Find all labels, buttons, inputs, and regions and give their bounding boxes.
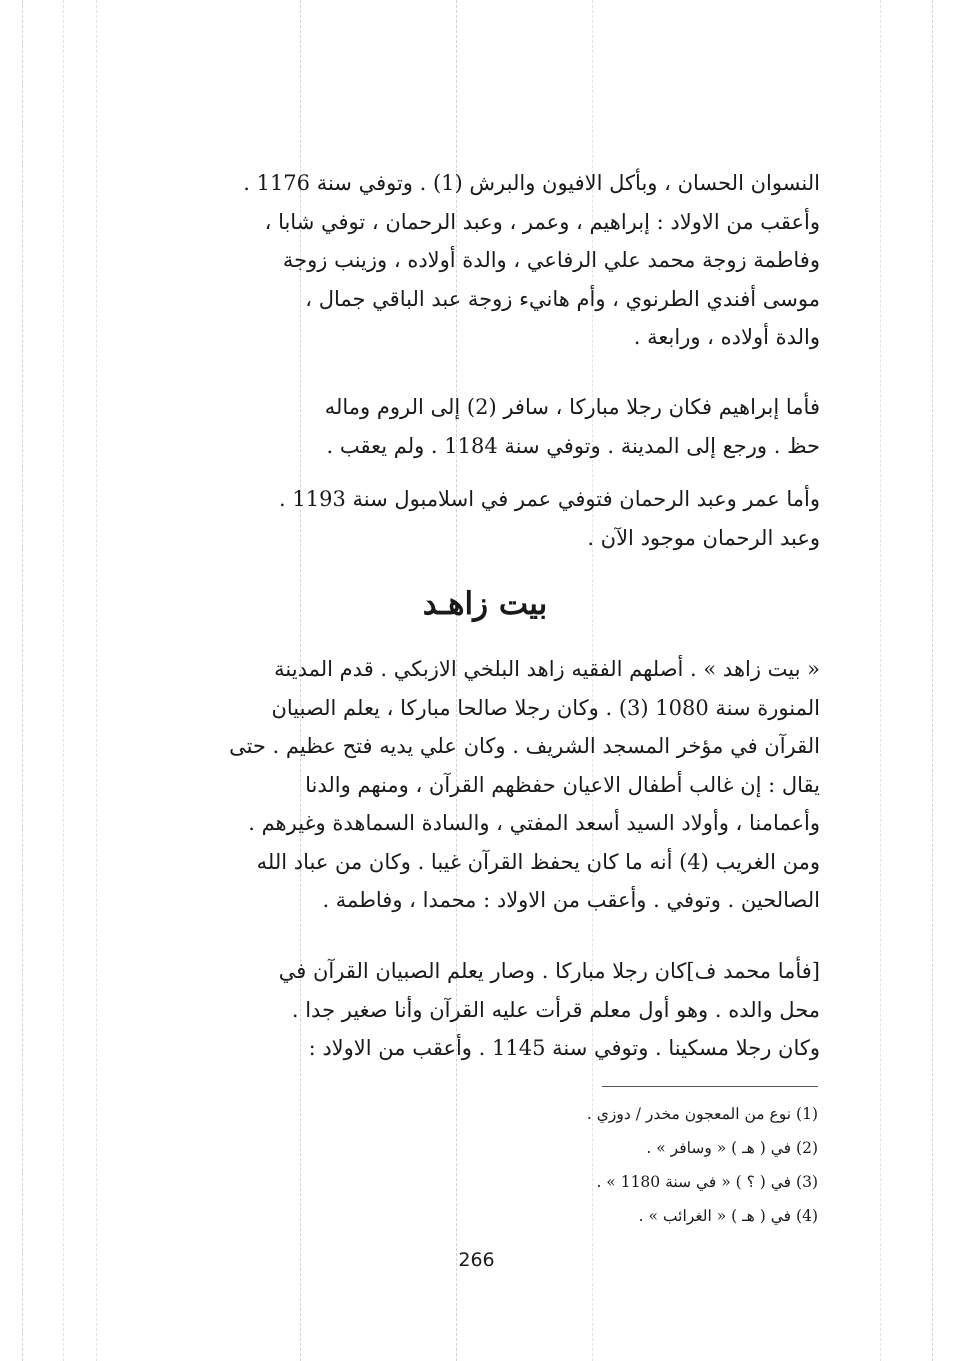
scan-artifact-line (63, 0, 64, 1361)
text-line: ومن الغريب (4) أنه ما كان يحفظ القرآن غيبا . وكان من عباد الله (256, 849, 820, 874)
paragraph-ibrahim (150, 388, 820, 465)
text-line: النسوان الحسان ، وبأكل الافيون والبرش (1) . وتوفي سنة 1176 . (243, 171, 820, 195)
scan-artifact-line (880, 0, 881, 1361)
section-heading: بيت زاهـد (422, 586, 548, 622)
text-line: محل والده . وهو أول معلم قرأت عليه القرآن وأنا صغير جدا . (291, 997, 820, 1022)
paragraph-omar-abdulrahman (150, 480, 820, 557)
text-line: وأعمامنا ، وأولاد السيد أسعد المفتي ، والسادة السماهدة وغيرهم . (248, 811, 820, 835)
text-line: المنورة سنة 1080 (3) . وكان رجلا صالحا مباركا ، يعلم الصبيان (271, 695, 820, 720)
text-line: يقال : إن غالب أطفال الاعيان حفظهم القرآن ، ومنهم والدنا (305, 772, 820, 797)
paragraph-bayt-zahid (150, 650, 820, 920)
text-line: وكان رجلا مسكينا . وتوفي سنة 1145 . وأعقب من الاولاد : (308, 1036, 820, 1060)
text-line: [فأما محمد ف]كان رجلا مباركا . وصار يعلم الصبيان القرآن في (278, 959, 820, 983)
scan-artifact-line (932, 0, 933, 1361)
text-line: والدة أولاده ، ورابعة . (633, 325, 820, 349)
text-line: فأما إبراهيم فكان رجلا مباركا ، سافر (2) إلى الروم وماله (324, 395, 820, 419)
footnote: (4) في ( هـ ) « الغرائب » . (638, 1207, 818, 1225)
text-line: الصالحين . وتوفي . وأعقب من الاولاد : محمدا ، وفاطمة . (322, 888, 820, 912)
footnotes (420, 1097, 818, 1233)
text-line: وأما عمر وعبد الرحمان فتوفي عمر في اسلامبول سنة 1193 . (279, 487, 820, 511)
footnote: (1) نوع من المعجون مخدر / دوزي . (586, 1105, 818, 1123)
footnote: (2) في ( هـ ) « وسافر » . (646, 1139, 818, 1157)
page-number: 266 (458, 1249, 495, 1271)
scan-artifact-line (22, 0, 23, 1361)
paragraph-muhammad (150, 952, 820, 1068)
footnote-divider (602, 1086, 818, 1087)
text-line: القرآن في مؤخر المسجد الشريف . وكان علي يديه فتح عظيم . حتى (229, 734, 820, 758)
footnote: (3) في ( ؟ ) « في سنة 1180 » . (596, 1173, 818, 1191)
text-line: « بيت زاهد » . أصلهم الفقيه زاهد البلخي الازبكي . قدم المدينة (274, 657, 820, 681)
text-line: موسى أفندي الطرنوي ، وأم هانيء زوجة عبد الباقي جمال ، (305, 286, 820, 311)
text-line: وفاطمة زوجة محمد علي الرفاعي ، والدة أولاده ، وزينب زوجة (282, 248, 820, 272)
text-line: وعبد الرحمان موجود الآن . (587, 525, 820, 550)
text-line: حظ . ورجع إلى المدينة . وتوفي سنة 1184 . ولم يعقب . (326, 433, 820, 458)
paragraph-family-members (150, 164, 820, 357)
text-line: وأعقب من الاولاد : إبراهيم ، وعمر ، وعبد الرحمان ، توفي شابا ، (264, 209, 820, 234)
scan-artifact-line (96, 0, 97, 1361)
